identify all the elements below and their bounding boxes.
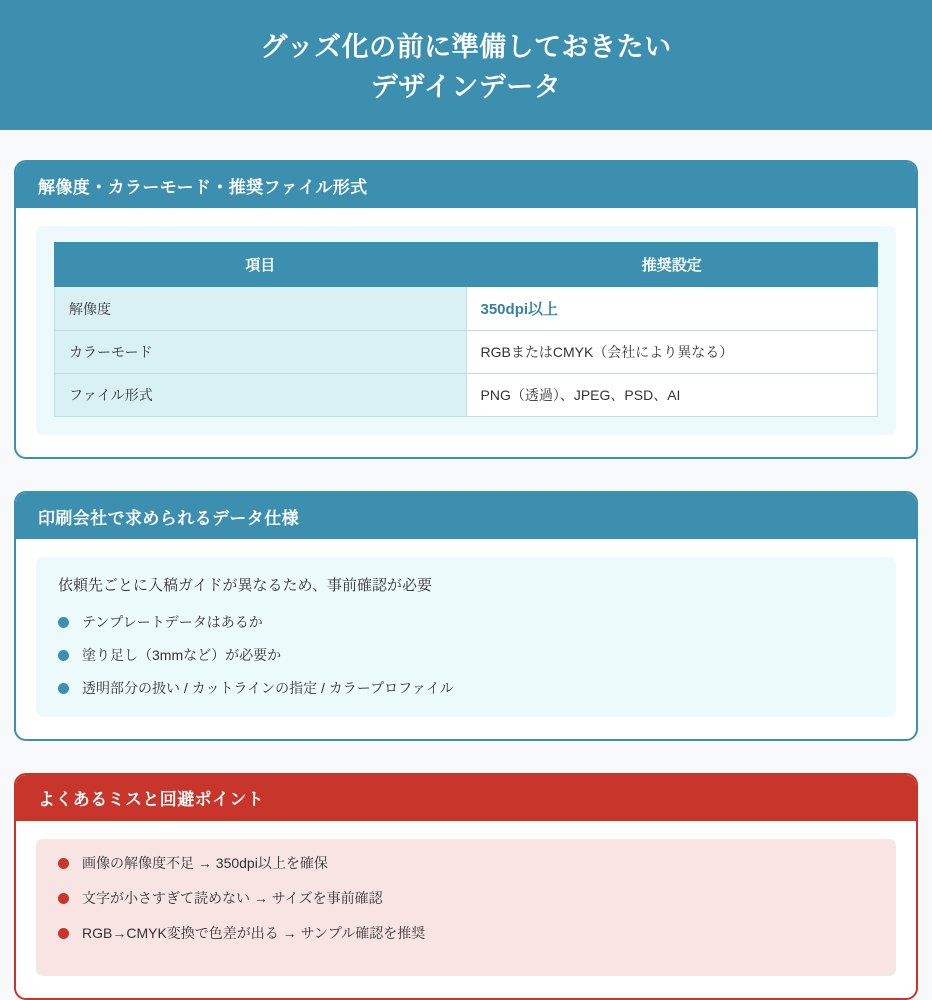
card-title-3: よくあるミスと回避ポイント <box>38 790 265 809</box>
banner-title-line-1: グッズ化の前に準備しておきたい <box>260 32 672 62</box>
bullet-dot-icon <box>58 617 69 628</box>
banner-title-line-2: デザインデータ <box>370 72 562 102</box>
bullet-dot-icon <box>58 858 69 869</box>
table-cell-key: カラーモード <box>55 331 467 374</box>
card-header-3 <box>16 775 916 821</box>
spec-table-head <box>55 243 878 287</box>
requirements-list <box>54 612 878 699</box>
list-item-label: 透明部分の扱い / カットラインの指定 / カラープロファイル <box>82 679 454 696</box>
requirements-panel <box>36 557 896 717</box>
table-panel <box>36 226 896 435</box>
mistakes-panel <box>36 839 896 976</box>
card-header-1 <box>16 162 916 208</box>
table-cell-key: ファイル形式 <box>55 374 467 417</box>
card-common-mistakes <box>14 773 918 1000</box>
list-item-label: 塗り足し（3mmなど）が必要か <box>82 646 282 663</box>
list-item-label: 文字が小さすぎて読めない → サイズを事前確認 <box>82 889 383 906</box>
column-header-recommended: 推奨設定 <box>466 243 878 287</box>
column-header-item: 項目 <box>55 243 467 287</box>
table-cell-key: 解像度 <box>55 287 467 331</box>
card-header-2 <box>16 493 916 539</box>
list-item-label: テンプレートデータはあるか <box>82 613 263 630</box>
spec-table-body <box>55 287 878 417</box>
bullet-dot-icon <box>58 928 69 939</box>
bullet-dot-icon <box>58 683 69 694</box>
card-title-2: 印刷会社で求められるデータ仕様 <box>38 508 299 528</box>
spec-table <box>54 242 878 417</box>
card-resolution-colormode-fileformat <box>14 160 918 459</box>
list-item <box>54 645 878 666</box>
card-body-2 <box>16 539 916 739</box>
list-item <box>54 612 878 633</box>
table-row <box>55 374 878 417</box>
card-print-vendor-requirements <box>14 491 918 741</box>
requirements-lead-text: 依頼先ごとに入稿ガイドが異なるため、事前確認が必要 <box>58 577 432 594</box>
bullet-dot-icon <box>58 893 69 904</box>
table-cell-value: 350dpi以上 <box>466 287 878 331</box>
list-item <box>54 678 878 699</box>
list-item <box>54 923 878 944</box>
list-item <box>54 888 878 909</box>
table-cell-value: RGBまたはCMYK（会社により異なる） <box>466 331 878 374</box>
cards-container <box>0 160 932 1000</box>
list-item-label: RGB→CMYK変換で色差が出る → サンプル確認を推奨 <box>82 924 426 941</box>
card-body-3 <box>16 821 916 998</box>
page-banner <box>0 0 932 130</box>
card-body-1 <box>16 208 916 457</box>
bullet-dot-icon <box>58 650 69 661</box>
list-item <box>54 853 878 874</box>
mistakes-list <box>54 853 878 944</box>
table-row <box>55 331 878 374</box>
table-row <box>55 287 878 331</box>
list-item-label: 画像の解像度不足 → 350dpi以上を確保 <box>82 854 328 871</box>
table-cell-value: PNG（透過）、JPEG、PSD、AI <box>466 374 878 417</box>
table-header-row <box>55 243 878 287</box>
card-title-1: 解像度・カラーモード・推奨ファイル形式 <box>38 177 368 197</box>
